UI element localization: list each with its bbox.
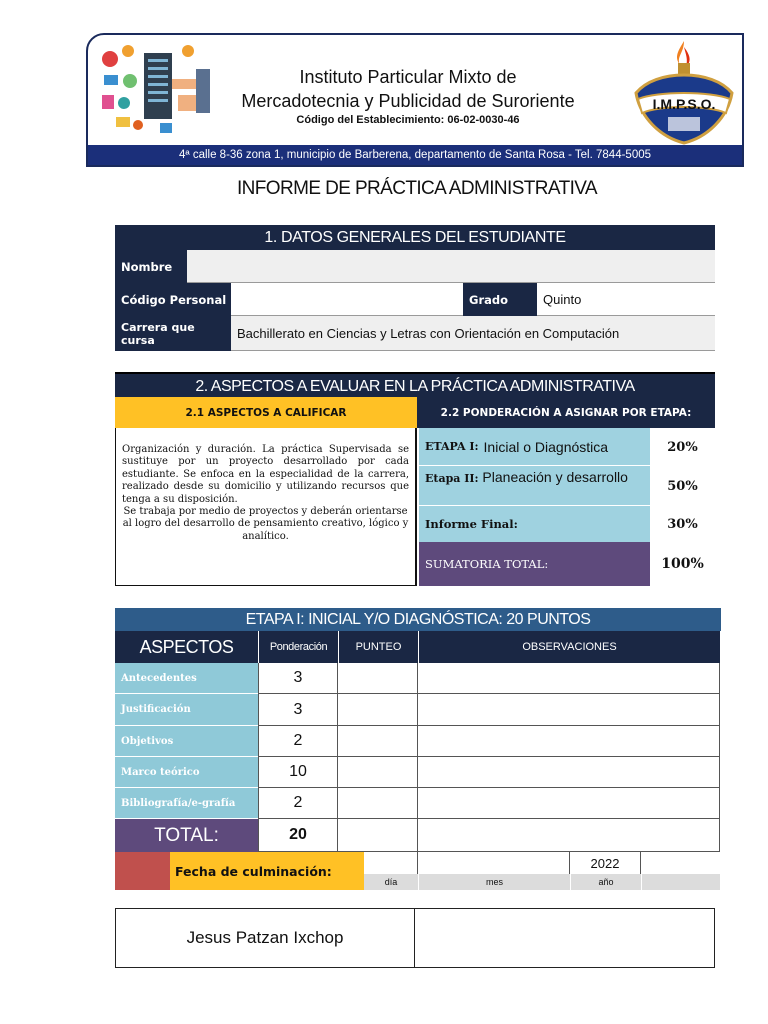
code-field[interactable] bbox=[231, 283, 463, 316]
col-observaciones: OBSERVACIONES bbox=[418, 631, 720, 663]
aspect-objetivos: Objetivos bbox=[115, 726, 258, 757]
year-caption: año bbox=[570, 874, 641, 890]
aspect-marco-teorico: Marco teórico bbox=[115, 757, 258, 788]
aspects-description bbox=[115, 428, 417, 586]
career-label: Carrera que cursa bbox=[115, 316, 231, 351]
impso-crest-icon bbox=[628, 37, 740, 147]
section2-title: 2. ASPECTOS A EVALUAR EN LA PRÁCTICA ADMINISTRATIVA bbox=[115, 372, 715, 397]
weight-justificacion: 3 bbox=[258, 694, 338, 726]
institution-name-line2: Mercadotecnia y Publicidad de Suroriente bbox=[241, 91, 575, 111]
etapa1-pct: 20% bbox=[667, 439, 698, 455]
obs-antecedentes[interactable] bbox=[418, 663, 720, 694]
total-weight-label: SUMATORIA TOTAL: bbox=[419, 542, 650, 586]
total-score[interactable] bbox=[338, 819, 418, 852]
weight-objetivos: 2 bbox=[258, 726, 338, 757]
month-caption: mes bbox=[418, 874, 570, 890]
etapa1-table-title: ETAPA I: INICIAL Y/O DIAGNÓSTICA: 20 PUNTOS bbox=[115, 608, 721, 631]
section1-title: 1. DATOS GENERALES DEL ESTUDIANTE bbox=[115, 225, 715, 250]
day-caption: día bbox=[364, 874, 418, 890]
total-value: 20 bbox=[258, 819, 338, 852]
score-antecedentes[interactable] bbox=[338, 663, 418, 694]
obs-marco-teorico[interactable] bbox=[418, 757, 720, 788]
etapa3-pct: 30% bbox=[667, 516, 698, 532]
report-title: INFORME DE PRÁCTICA ADMINISTRATIVA bbox=[237, 178, 597, 199]
etapa2-row bbox=[419, 466, 650, 506]
address-bar: 4ª calle 8-36 zona 1, municipio de Barberena, departamento de Santa Rosa - Tel. 7844-5005 bbox=[88, 145, 742, 165]
score-objetivos[interactable] bbox=[338, 726, 418, 757]
date-red-marker bbox=[115, 852, 170, 890]
aspects-paragraph-1: Organización y duración. La práctica Supervisada se sustituye por un proyecto desarrollado por cada estudiante. Se enfoca en la especialidad de la carrera, realizado desde su domicilio y utilizando recursos que tenga a su disposición. bbox=[122, 444, 409, 505]
aspect-bibliografia: Bibliografía/e-grafía bbox=[115, 788, 258, 819]
obs-objetivos[interactable] bbox=[418, 726, 720, 757]
etapa3-label: Informe Final: bbox=[425, 517, 518, 531]
institution-name-line1: Instituto Particular Mixto de bbox=[299, 67, 517, 87]
weight-antecedentes: 3 bbox=[258, 663, 338, 694]
col-ponderacion: Ponderación bbox=[258, 631, 338, 663]
date-caption-filler bbox=[641, 874, 720, 890]
etapa2-desc: Planeación y desarrollo bbox=[482, 469, 628, 485]
etapa2-label: Etapa II: bbox=[425, 472, 479, 485]
code-label: Código Personal bbox=[115, 283, 231, 316]
total-obs[interactable] bbox=[418, 819, 720, 852]
weight-marco-teorico: 10 bbox=[258, 757, 338, 788]
institution-header bbox=[86, 33, 744, 167]
grade-label: Grado bbox=[463, 283, 537, 316]
computer-illustration-icon bbox=[96, 39, 216, 139]
etapa2-pct: 50% bbox=[667, 478, 698, 494]
weights-subheader: 2.2 PONDERACIÓN A ASIGNAR POR ETAPA: bbox=[417, 397, 715, 428]
etapa1-desc: Inicial o Diagnóstica bbox=[483, 438, 609, 455]
col-punteo: PUNTEO bbox=[338, 631, 418, 663]
student-name-box: Jesus Patzan Ixchop bbox=[115, 908, 415, 968]
institution-code: Código del Establecimiento: 06-02-0030-46 bbox=[296, 114, 520, 126]
score-marco-teorico[interactable] bbox=[338, 757, 418, 788]
day-field[interactable] bbox=[364, 852, 418, 874]
score-bibliografia[interactable] bbox=[338, 788, 418, 819]
col-aspectos: ASPECTOS bbox=[115, 631, 258, 663]
year-field[interactable]: 2022 bbox=[570, 852, 641, 874]
etapa1-label: ETAPA I: bbox=[425, 440, 479, 453]
month-field[interactable] bbox=[418, 852, 570, 874]
obs-justificacion[interactable] bbox=[418, 694, 720, 726]
score-justificacion[interactable] bbox=[338, 694, 418, 726]
weight-bibliografia: 2 bbox=[258, 788, 338, 819]
grade-field[interactable]: Quinto bbox=[537, 283, 715, 316]
etapa3-row bbox=[419, 506, 650, 542]
total-label: TOTAL: bbox=[115, 819, 258, 852]
obs-bibliografia[interactable] bbox=[418, 788, 720, 819]
signature-box[interactable] bbox=[414, 908, 715, 968]
name-field[interactable] bbox=[187, 250, 715, 283]
aspects-subheader: 2.1 ASPECTOS A CALIFICAR bbox=[115, 397, 417, 428]
total-weight-pct: 100% bbox=[661, 556, 704, 572]
aspect-antecedentes: Antecedentes bbox=[115, 663, 258, 694]
career-field[interactable]: Bachillerato en Ciencias y Letras con Orientación en Computación bbox=[231, 316, 715, 351]
crest-text: I.M.P.S.O. bbox=[652, 96, 716, 112]
name-label: Nombre bbox=[115, 250, 187, 283]
etapa1-row bbox=[419, 428, 650, 466]
aspects-paragraph-2: Se trabaja por medio de proyectos y deberán orientarse al logro del desarrollo de pensamiento creativo, lógico y analítico. bbox=[122, 506, 409, 542]
date-label: Fecha de culminación: bbox=[170, 852, 364, 890]
aspect-justificacion: Justificación bbox=[115, 694, 258, 726]
